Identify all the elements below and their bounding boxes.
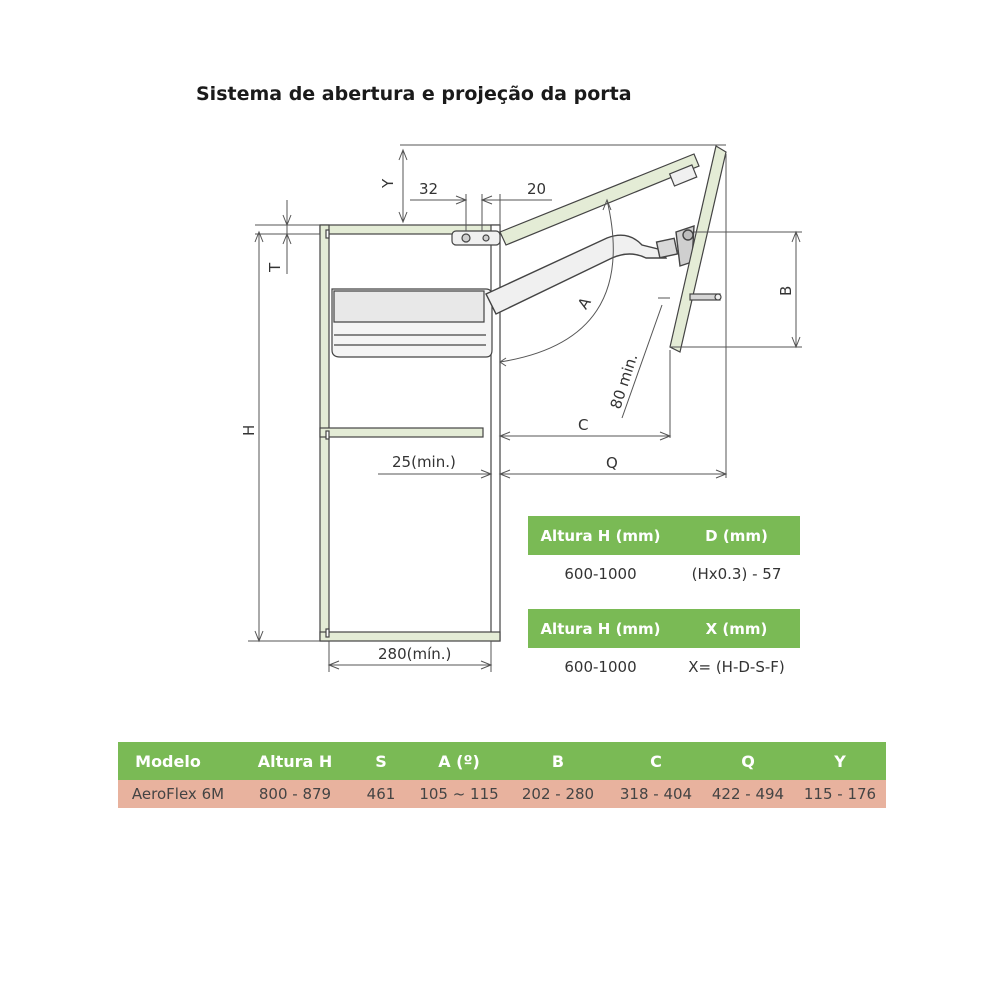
label-280-min: 280(mín.) xyxy=(378,645,452,663)
cell-altura-range: 600-1000 xyxy=(564,565,637,583)
cell-modelo: AeroFlex 6M xyxy=(131,785,225,803)
label-b: B xyxy=(777,285,795,296)
header-modelo: Modelo xyxy=(135,751,201,771)
header-a: A (º) xyxy=(438,751,480,771)
model-table-row xyxy=(118,780,886,808)
label-80-min: 80 min. xyxy=(606,351,642,412)
cell-y: 115 - 176 xyxy=(803,785,877,803)
cell-a: 105 ~ 115 xyxy=(419,785,499,803)
cabinet-bottom-panel xyxy=(320,632,500,641)
label-t: T xyxy=(266,262,284,272)
label-h: H xyxy=(240,424,258,436)
cell-altura-range: 600-1000 xyxy=(564,658,637,676)
spec-table-row xyxy=(528,648,800,686)
header-altura-h: Altura H (mm) xyxy=(540,526,661,545)
model-table-header xyxy=(118,742,886,780)
spec-table-row xyxy=(528,555,800,593)
cell-c: 318 - 404 xyxy=(619,785,693,803)
spec-table-x xyxy=(528,609,800,686)
label-y: Y xyxy=(379,178,397,188)
label-25-min: 25(min.) xyxy=(392,453,456,471)
page-title: Sistema de abertura e projeção da porta xyxy=(196,83,632,105)
label-32: 32 xyxy=(419,180,439,198)
cell-altura-h: 800 - 879 xyxy=(258,785,332,803)
label-a: A xyxy=(574,294,595,313)
header-y: Y xyxy=(834,751,846,771)
spec-table-header xyxy=(528,609,800,648)
header-altura-h: Altura H xyxy=(257,751,333,771)
cell-q: 422 - 494 xyxy=(711,785,785,803)
cell-x-formula: X= (H-D-S-F) xyxy=(688,658,785,676)
label-c: C xyxy=(578,416,589,434)
cell-b: 202 - 280 xyxy=(521,785,595,803)
label-q: Q xyxy=(606,454,618,472)
cell-s: 461 xyxy=(366,785,396,803)
lift-mechanism xyxy=(332,289,492,357)
label-20: 20 xyxy=(527,180,547,198)
header-d: D (mm) xyxy=(705,526,768,545)
header-altura-h: Altura H (mm) xyxy=(540,619,661,638)
header-q: Q xyxy=(741,751,755,771)
spec-table-header xyxy=(528,516,800,555)
top-hinge xyxy=(452,231,500,245)
cabinet-shelf xyxy=(320,428,483,437)
header-s: S xyxy=(375,751,387,771)
spec-table-d xyxy=(528,516,800,593)
cabinet xyxy=(320,225,500,641)
header-c: C xyxy=(650,751,662,771)
header-b: B xyxy=(551,751,565,771)
header-x: X (mm) xyxy=(705,619,768,638)
model-table xyxy=(118,742,886,808)
cell-d-formula: (Hx0.3) - 57 xyxy=(691,565,782,583)
